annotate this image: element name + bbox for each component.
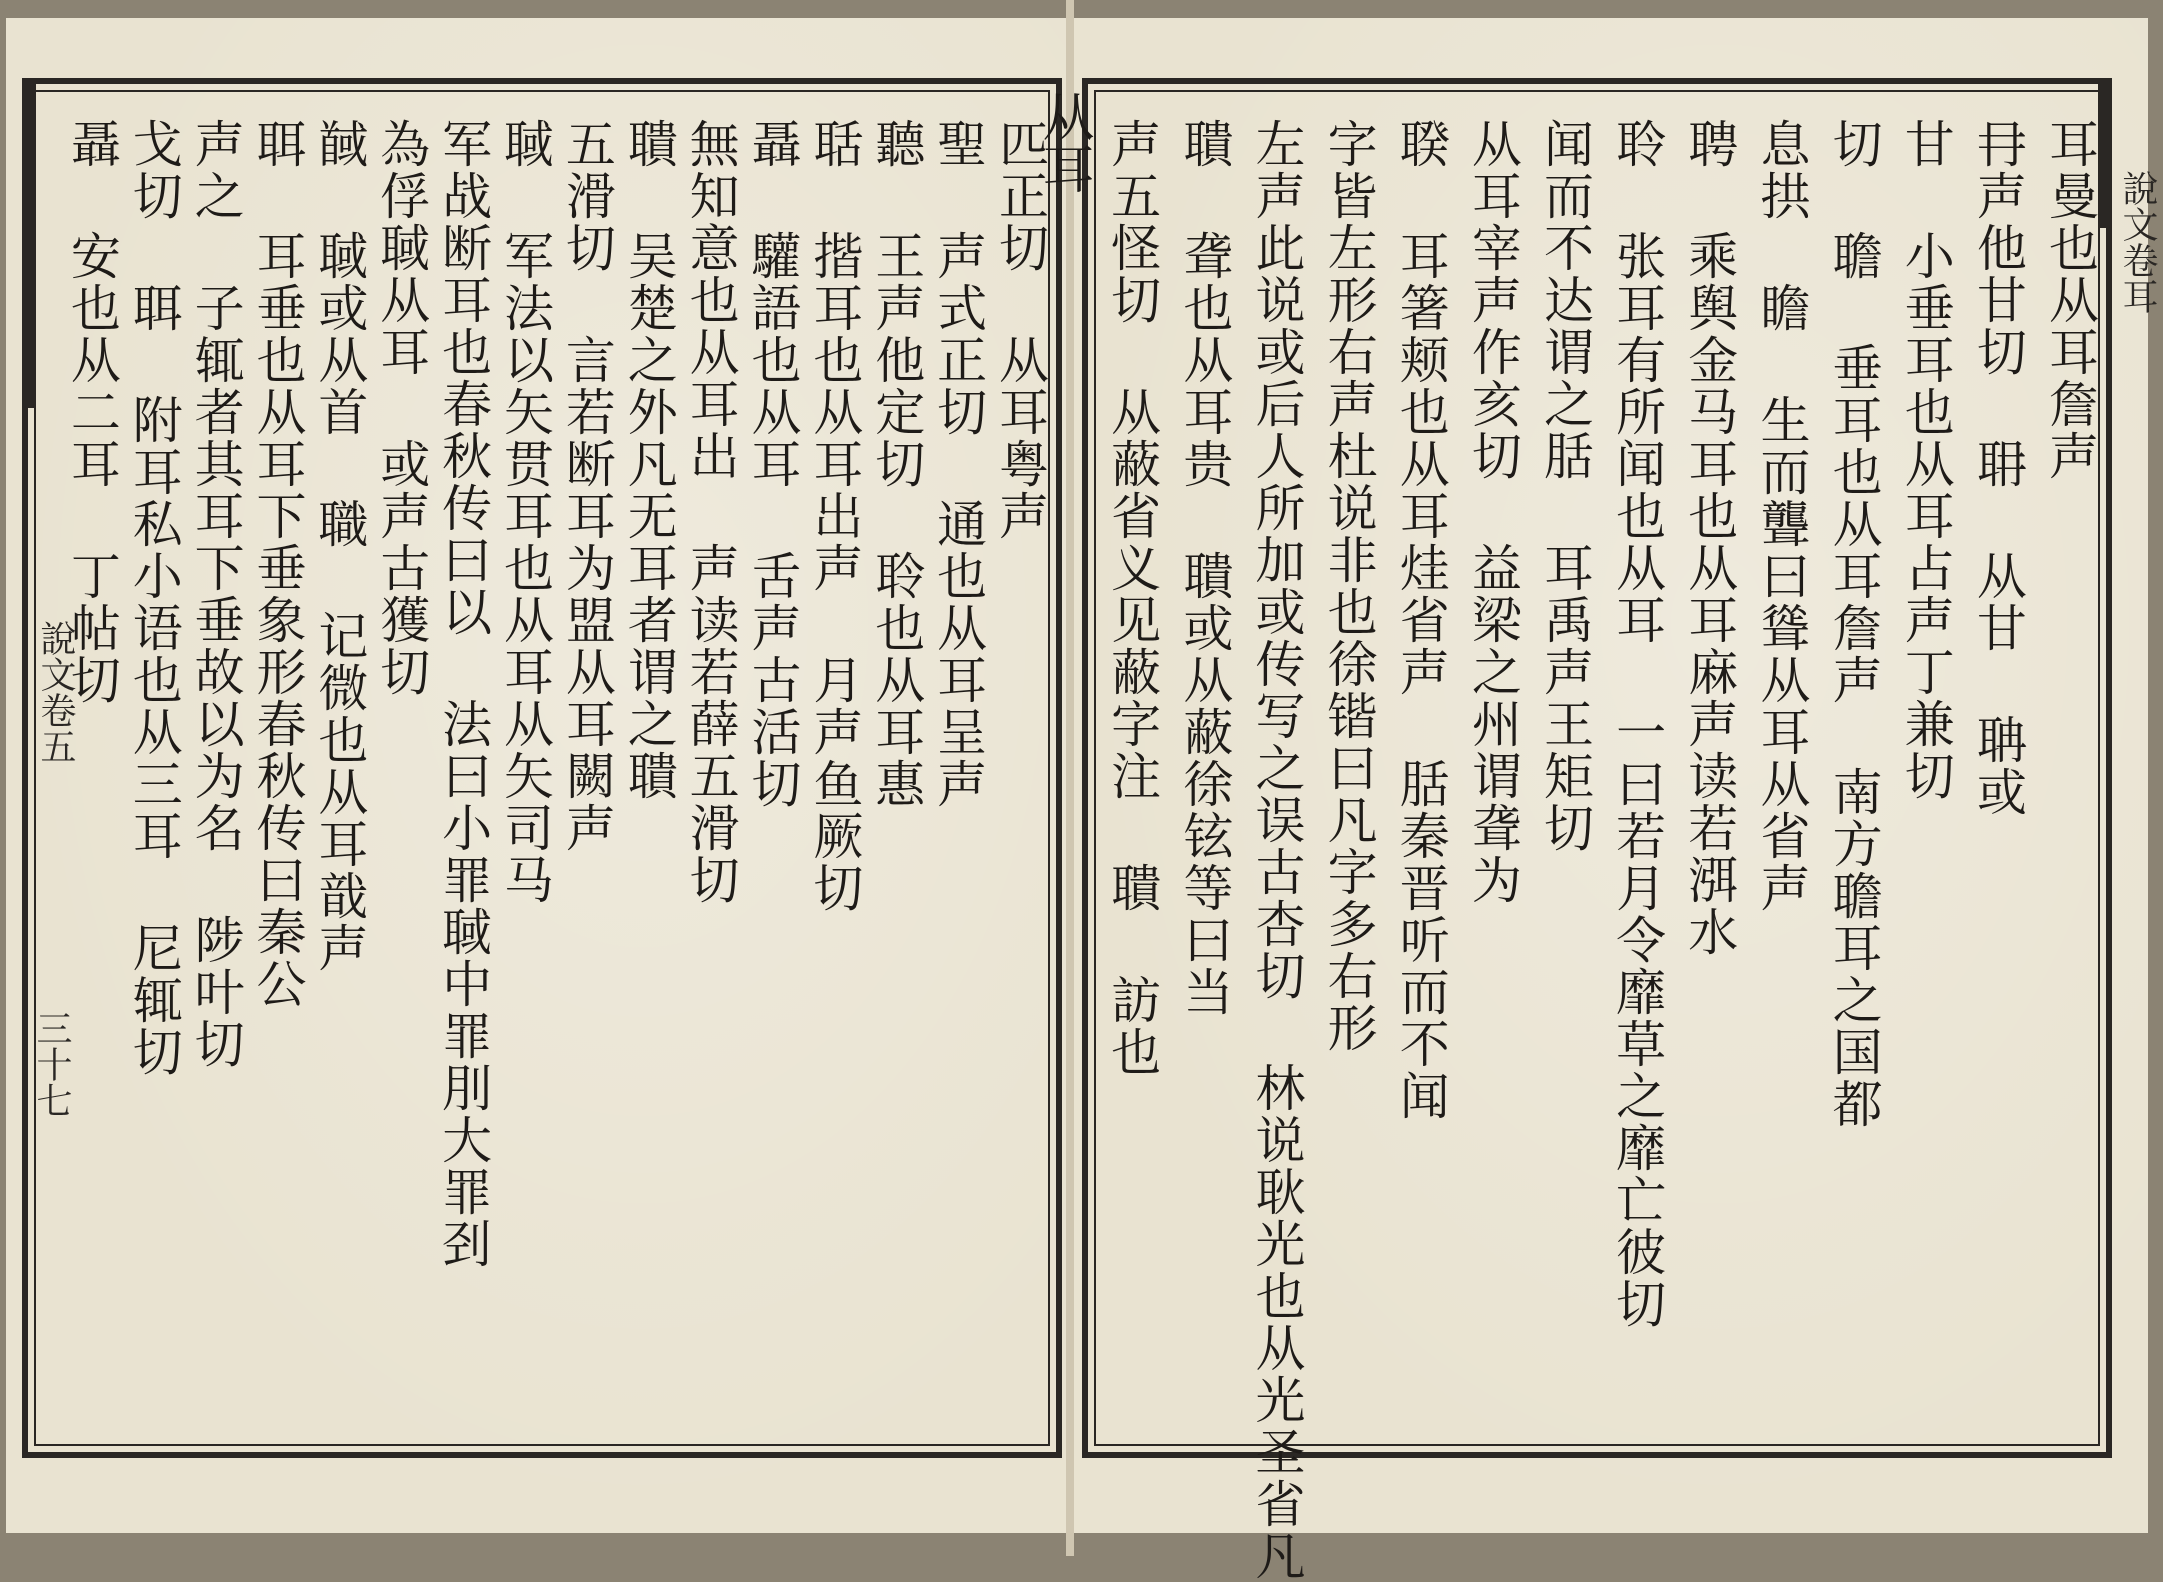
right-margin-bar [2098,78,2112,228]
text-column: 聖 声式正切 通也从耳呈声 [929,118,988,810]
left-page-heading: 从耳 [1033,90,1093,194]
text-column: 声五怪切 从蔽省义见蔽字注 聵 訪也 [1103,118,1162,1078]
text-column: 军战断耳也春秋传曰以 法曰小罪聝中罪刖大罪刭 [434,118,493,1270]
right-text-columns [1090,118,2100,1582]
text-column: 聆 张耳有所闻也从耳 一曰若月令靡草之靡亡彼切 [1608,118,1667,1330]
text-column: 从耳宰声作亥切 益梁之州谓聋为 [1463,118,1522,906]
text-column: 馘 聝或从首 職 记微也从耳戠声 [310,118,369,974]
text-column: 五滑切 言若断耳为盟从耳闕声 [557,118,616,854]
text-column: 聶 安也从二耳 丁帖切 [62,118,121,706]
text-column: 聽 王声他定切 聆也从耳惠 [867,118,926,810]
text-column: 戈切 聑 附耳私小语也从三耳 尼辄切 [124,118,183,1078]
text-column: 切 聸 垂耳也从耳詹声 南方聸耳之国都 [1824,118,1883,1130]
text-column: 字皆左形右声杜说非也徐锴曰凡字多右形 [1319,118,1378,1054]
left-margin-title: 說文卷五 [35,620,76,764]
text-column: 聘 乘舆金马耳也从耳麻声读若渳水 [1680,118,1739,958]
text-column: 声之 子辄者其耳下垂故以为名 陟叶切 [186,118,245,1070]
text-column: 闻而不达谓之䏦 耳禹声王矩切 [1536,118,1595,854]
text-column: 聒 揩耳也从耳出声 月声鱼厥切 [805,118,864,914]
text-column: 左声此说或后人所加或传写之误古杏切 林说耿光也从光圣省凡 [1247,118,1306,1582]
text-column: 為俘聝从耳 或声古獲切 [372,118,431,698]
text-column: 聑 耳垂也从耳下垂象形春秋传曰秦公 [248,118,307,1010]
left-text-columns [60,118,1050,1418]
text-column: 聵 吴楚之外凡无耳者谓之聵 [619,118,678,802]
book-gutter [1066,0,1074,1556]
text-column: 聝 军法以矢贯耳也从耳从矢司马 [496,118,554,906]
text-column: 耳曼也从耳詹声 [2041,118,2099,482]
text-column: 匹正切 从耳粤声 [991,118,1049,542]
left-margin-bar [22,78,36,408]
text-column: 冄声他甘切 耼 从甘 聃或 [1968,118,2027,818]
text-column: 無知意也从耳出 声读若薛五滑切 [681,118,740,906]
text-column: 聵 聋也从耳贵 聵或从蔽徐铉等曰当 [1175,118,1234,1018]
left-folio-number: 三十七 [31,1010,72,1118]
text-column: 息拱 瞻 生而聾曰聳从耳从省声 [1752,118,1811,914]
right-margin-title: 說文卷耳 [2117,170,2158,314]
text-column: 甘 小垂耳也从耳占声丁兼切 [1896,118,1955,802]
text-column: 聶 驩語也从耳 舌声古活切 [743,118,802,810]
text-column: 聧 耳箸颊也从耳烓省声 䏦秦晋听而不闻 [1391,118,1450,1122]
